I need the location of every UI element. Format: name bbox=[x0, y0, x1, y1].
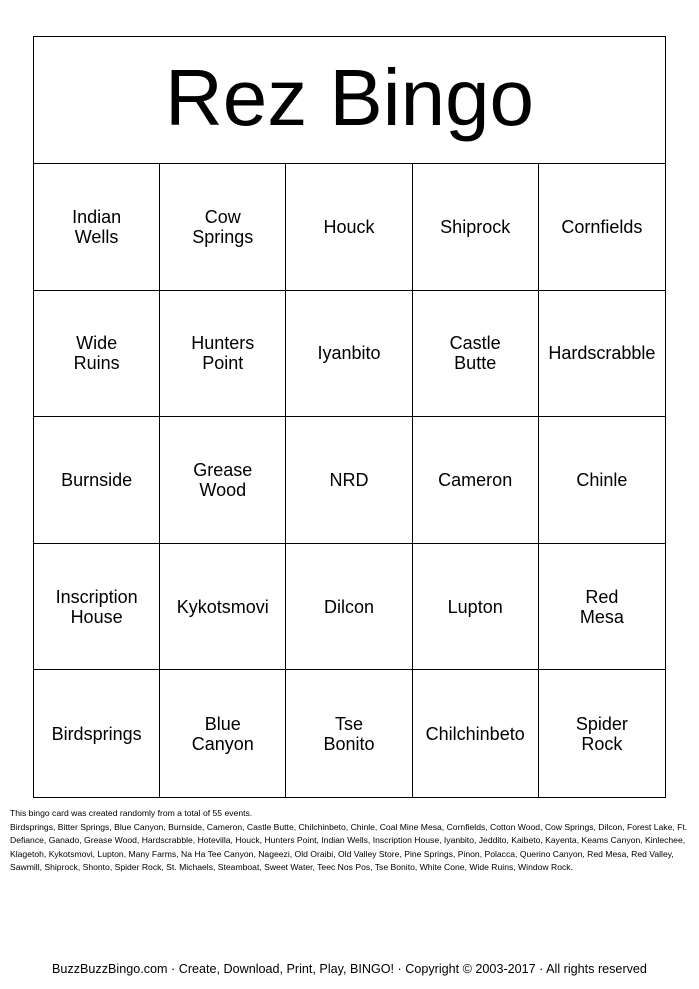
bingo-cell bbox=[413, 164, 539, 291]
bingo-cell bbox=[413, 544, 539, 671]
bingo-cell bbox=[413, 291, 539, 418]
cell-label: Hunters Point bbox=[191, 333, 255, 374]
bingo-cell bbox=[539, 417, 665, 544]
cell-label: Cow Springs bbox=[192, 206, 254, 247]
bingo-cell bbox=[539, 164, 665, 291]
cell-label: Red Mesa bbox=[579, 586, 624, 627]
bingo-cell bbox=[286, 670, 412, 797]
cell-label: Lupton bbox=[447, 596, 503, 617]
bingo-cell bbox=[34, 291, 160, 418]
cell-label: Kykotsmovi bbox=[176, 596, 269, 617]
cell-label: Blue Canyon bbox=[191, 713, 254, 754]
bingo-cell bbox=[413, 417, 539, 544]
bingo-cell bbox=[160, 670, 286, 797]
cell-label: Inscription House bbox=[55, 586, 138, 627]
bingo-cell bbox=[160, 291, 286, 418]
cell-label: Tse Bonito bbox=[323, 713, 375, 754]
bingo-cell bbox=[286, 544, 412, 671]
bingo-cell bbox=[34, 164, 160, 291]
bingo-cell bbox=[160, 164, 286, 291]
event-list-note bbox=[10, 807, 690, 875]
note-intro: This bingo card was created randomly from a total of 55 events. bbox=[10, 808, 253, 818]
cell-label: Iyanbito bbox=[317, 343, 381, 364]
cell-label: Castle Butte bbox=[449, 333, 501, 374]
cell-label: Burnside bbox=[61, 469, 133, 490]
cell-label: NRD bbox=[329, 469, 369, 490]
cell-label: Chilchinbeto bbox=[425, 723, 525, 744]
cell-label: Birdsprings bbox=[51, 723, 142, 744]
bingo-cell bbox=[160, 417, 286, 544]
cell-label: Dilcon bbox=[323, 596, 374, 617]
bingo-cell bbox=[160, 544, 286, 671]
bingo-cell bbox=[34, 417, 160, 544]
cell-label: Cameron bbox=[438, 469, 513, 490]
cell-label: Cornfields bbox=[561, 216, 643, 237]
bingo-cell bbox=[539, 670, 665, 797]
bingo-cell bbox=[34, 670, 160, 797]
bingo-cell bbox=[286, 417, 412, 544]
footer-copyright: BuzzBuzzBingo.com · Create, Download, Print, Play, BINGO! · Copyright © 2003-2017 · All rights reserved bbox=[52, 962, 647, 976]
bingo-cell bbox=[34, 544, 160, 671]
cell-label: Shiprock bbox=[440, 216, 511, 237]
cell-label: Spider Rock bbox=[575, 713, 628, 754]
card-title: Rez Bingo bbox=[34, 37, 665, 164]
cell-label: Houck bbox=[323, 216, 375, 237]
note-events: Birdsprings, Bitter Springs, Blue Canyon, Burnside, Cameron, Castle Butte, Chilchinbeto, Chinle, Coal Mine Mesa, Cornfields, Cotton Wood, Cow Springs, Dilcon, Forest Lake, Ft. Defiance, Ganado, Grease Wood, Hardscrabble, Hotevilla, Houck, Hunters Point, Indian Wells, Inscription House, Iyanbito, Jeddito, Kaibeto, Kayenta, Keams Canyon, Kinlechee, Klagetoh, Kykotsmovi, Lupton, Many Farms, Na Ha Tee Canyon, Nageezi, Old Oraibi, Old Valley Store, Pine Springs, Pinon, Polacca, Querino Canyon, Red Mesa, Red Valley, Sawmill, Shiprock, Shonto, Spider Rock, St. Michaels, Steamboat, Sweet Water, Teec Nos Pos, Tse Bonito, White Cone, Wide Ruins, Window Rock. bbox=[10, 821, 688, 873]
bingo-cell bbox=[286, 164, 412, 291]
bingo-cell bbox=[539, 291, 665, 418]
bingo-cell bbox=[413, 670, 539, 797]
cell-label: Wide Ruins bbox=[73, 333, 120, 374]
cell-label: Chinle bbox=[576, 469, 628, 490]
bingo-card bbox=[33, 36, 666, 798]
cell-label: Grease Wood bbox=[193, 459, 253, 500]
bingo-cell bbox=[539, 544, 665, 671]
cell-label: Indian Wells bbox=[72, 206, 122, 247]
bingo-grid bbox=[34, 164, 665, 797]
cell-label: Hardscrabble bbox=[548, 343, 656, 364]
bingo-cell bbox=[286, 291, 412, 418]
